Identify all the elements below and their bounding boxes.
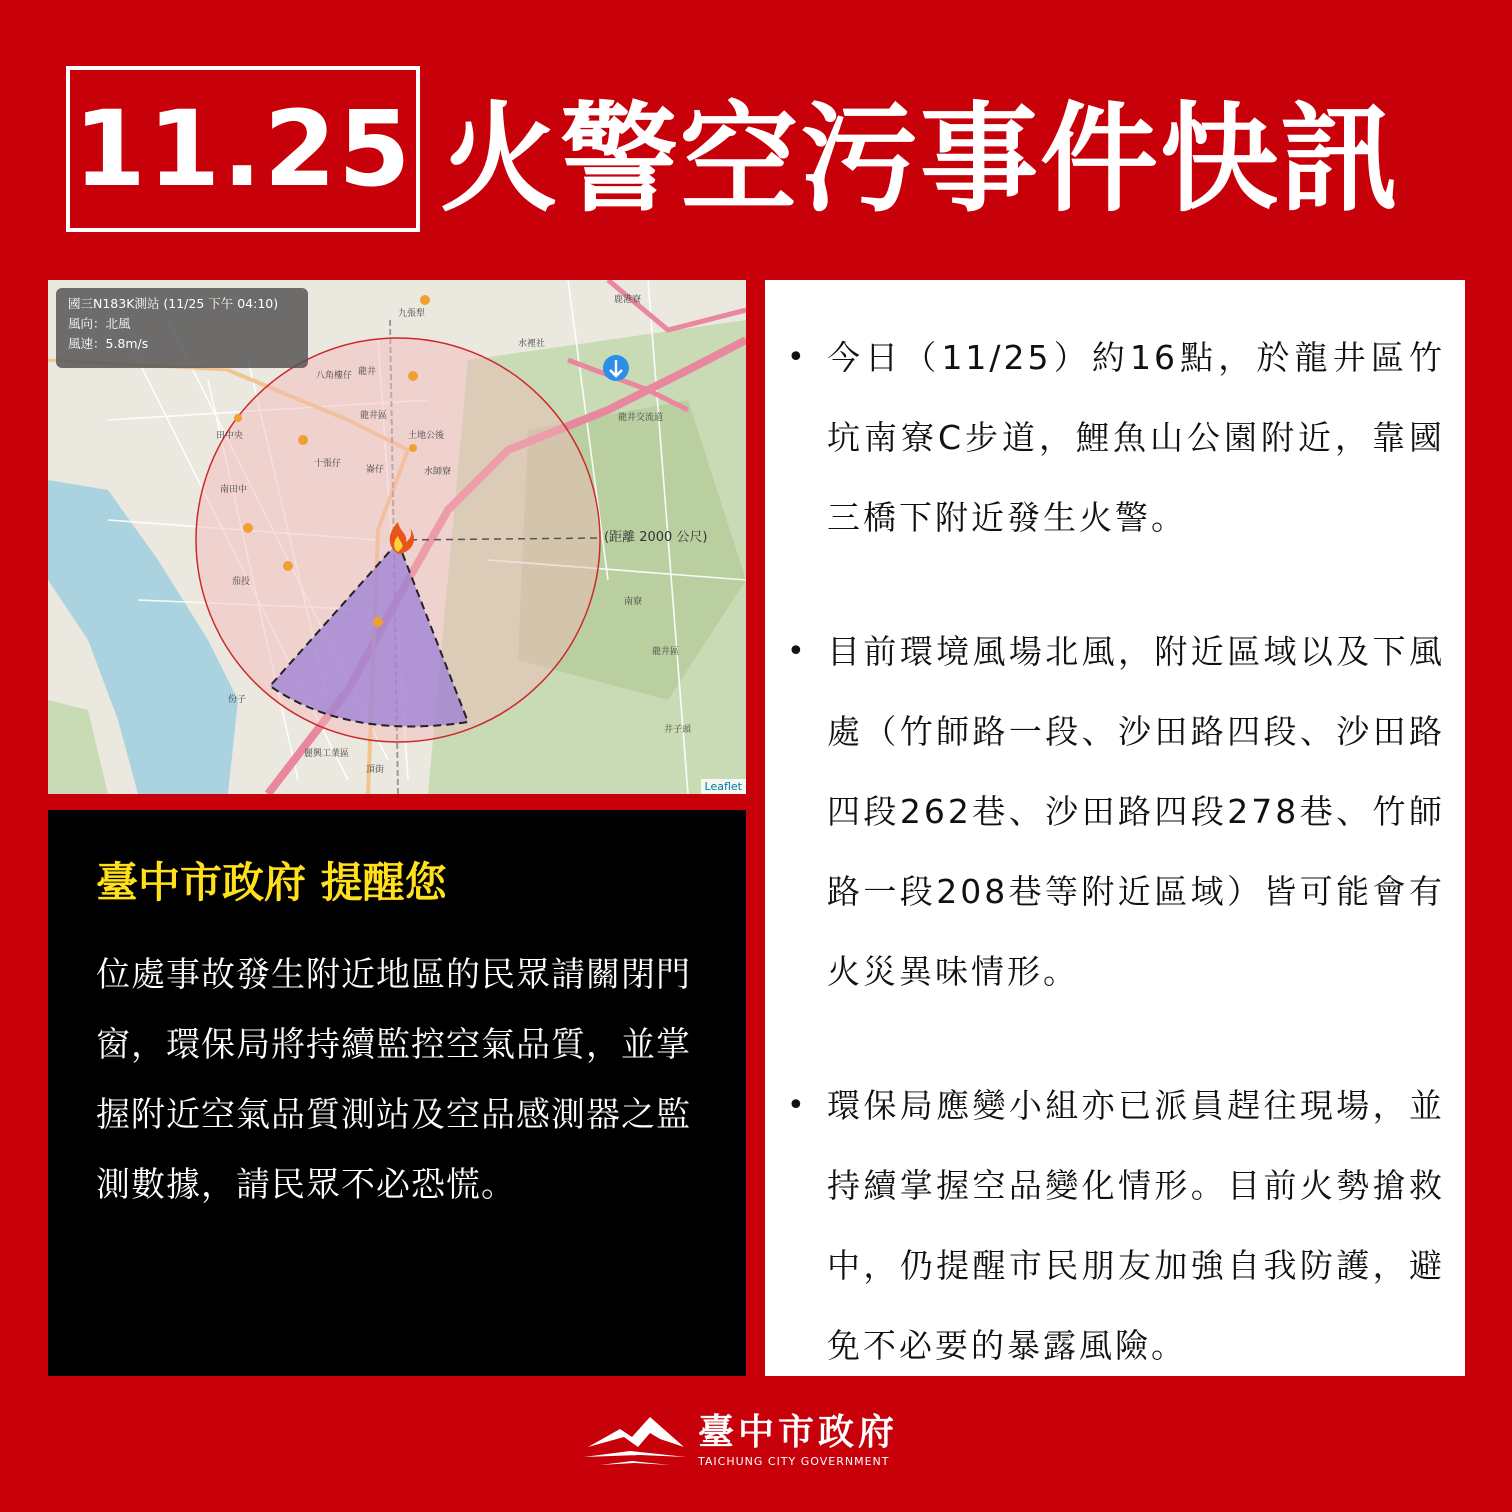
date-badge: 11.25 xyxy=(66,66,420,232)
bullet-icon: • xyxy=(787,1088,805,1123)
bullet-text: 今日（11/25）約16點，於龍井區竹坑南寮C步道，鯉魚山公園附近，靠國三橋下附近發生火警。 xyxy=(827,338,1445,537)
map-label: 水師寮 xyxy=(424,467,452,477)
list-item xyxy=(785,612,1445,1012)
bullet-icon: • xyxy=(787,340,805,375)
map-label: 茄投 xyxy=(232,577,251,587)
map-label: 田中央 xyxy=(216,431,244,441)
map-label: 龍井交流道 xyxy=(618,413,664,423)
wind-speed: 風速：5.8m/s xyxy=(68,336,149,351)
taichung-logo-icon xyxy=(580,1407,690,1471)
station-info-box xyxy=(56,288,308,368)
map-label: 龍井區 xyxy=(360,411,388,421)
station-name: 國三N183K測站 (11/25 下午 04:10) xyxy=(68,296,279,311)
bullet-icon: • xyxy=(787,634,805,669)
leaflet-attribution-link[interactable]: Leaflet xyxy=(701,779,746,794)
map-label: 龍井 xyxy=(358,367,377,377)
map-label: 麗興工業區 xyxy=(304,749,350,759)
map-label: 龍井區 xyxy=(652,647,680,657)
reminder-box xyxy=(48,810,746,1376)
footer-org-name: 臺中市政府 xyxy=(698,1410,899,1453)
reminder-body: 位處事故發生附近地區的民眾請關閉門窗，環保局將持續監控空氣品質，並掌握附近空氣品質測站及空品感測器之監測數據，請民眾不必恐慌。 xyxy=(96,955,691,1205)
map-label: 土地公後 xyxy=(408,431,445,441)
map-label: 份子 xyxy=(228,695,247,705)
map-label: 九張犁 xyxy=(398,309,426,319)
footer-org-english: TAICHUNG CITY GOVERNMENT xyxy=(698,1454,890,1468)
map-label: 南寮 xyxy=(624,597,643,607)
incident-map[interactable] xyxy=(48,280,746,794)
list-item xyxy=(785,318,1445,558)
info-panel xyxy=(765,280,1465,1376)
map-label: 井子頭 xyxy=(664,725,692,735)
footer xyxy=(580,1404,980,1474)
wind-direction: 風向：北風 xyxy=(68,316,131,331)
page-title: 火警空污事件快訊 xyxy=(440,90,1401,228)
map-label: 八角樓仔 xyxy=(316,371,353,381)
bullet-text: 目前環境風場北風，附近區域以及下風處（竹師路一段、沙田路四段、沙田路四段262巷、沙田路四段278巷、竹師路一段208巷等附近區域）皆可能會有火災異味情形。 xyxy=(827,632,1445,991)
map-label: 水裡社 xyxy=(518,339,546,349)
map-label: 鹿港寮 xyxy=(614,295,642,305)
bullet-text: 環保局應變小組亦已派員趕往現場，並持續掌握空品變化情形。目前火勢搶救中，仍提醒市民朋友加強自我防護，避免不必要的暴露風險。 xyxy=(827,1086,1445,1365)
list-item xyxy=(785,1066,1445,1386)
map-label: 崙仔 xyxy=(366,465,385,475)
reminder-title: 臺中市政府 提醒您 xyxy=(96,858,447,907)
map-label: 十張仔 xyxy=(314,459,342,469)
distance-label: (距離 2000 公尺) xyxy=(604,530,708,545)
map-label: 頂街 xyxy=(366,765,385,775)
map-label: 南田中 xyxy=(220,485,248,495)
